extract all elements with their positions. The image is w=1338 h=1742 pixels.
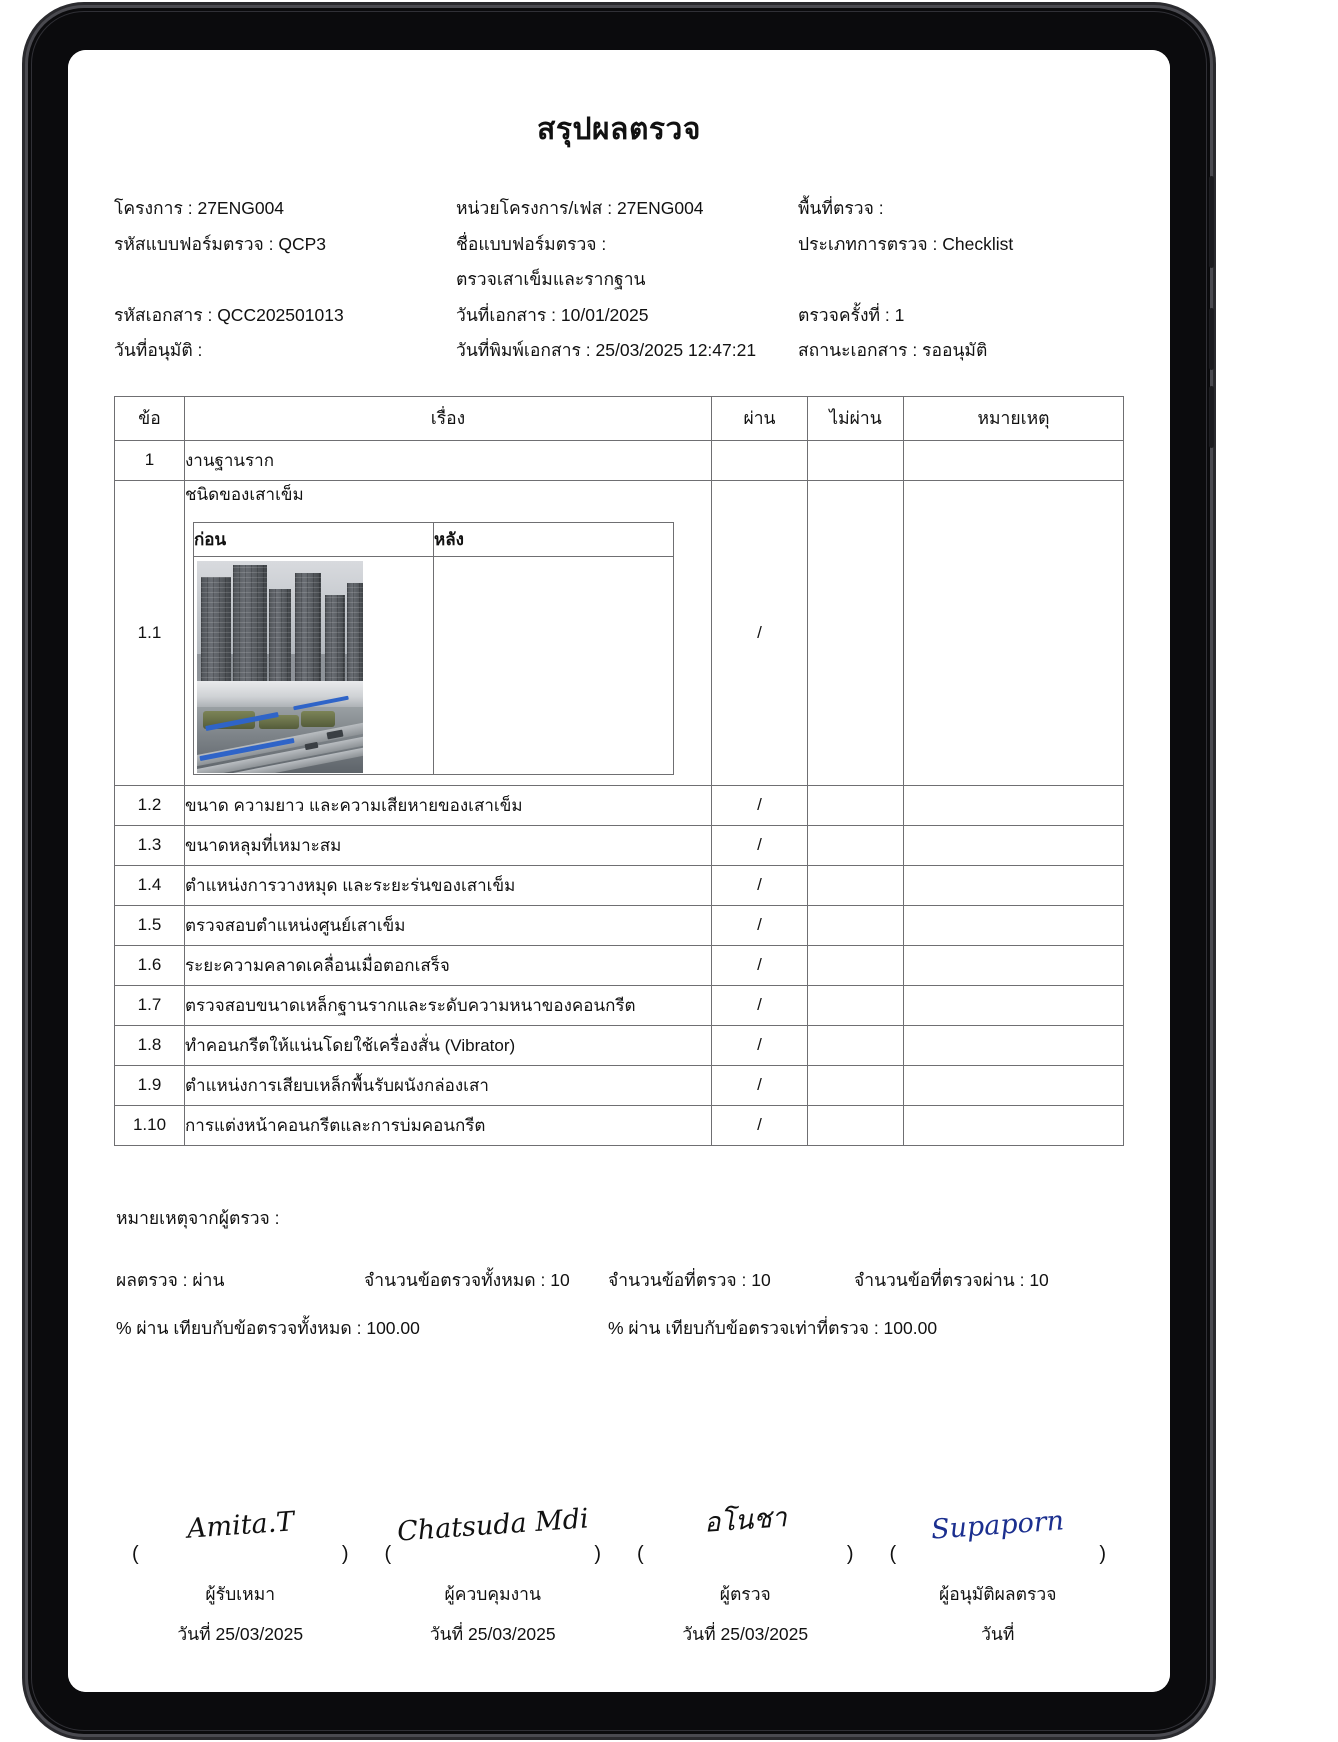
photo-building [325, 595, 345, 683]
row-pass[interactable]: / [712, 785, 808, 825]
summary-percent-of-total: % ผ่าน เทียบกับข้อตรวจทั้งหมด : 100.00 [116, 1317, 420, 1338]
inspection-report-page [68, 50, 1170, 1692]
table-row-with-photos[interactable] [115, 480, 1124, 785]
row-note[interactable] [904, 905, 1124, 945]
summary-passed-items: จำนวนข้อที่ตรวจผ่าน : 10 [854, 1269, 1049, 1290]
row-no: 1.10 [115, 1105, 185, 1145]
signature-date: วันที่ 25/03/2025 [682, 1624, 809, 1644]
summary-percent-row [116, 1314, 1124, 1342]
device-screen [68, 50, 1170, 1692]
row-no: 1.6 [115, 945, 185, 985]
signature-column-supervisor [367, 1469, 620, 1648]
row-pass[interactable]: / [712, 480, 808, 785]
meta-spacer-right [798, 271, 1124, 289]
row-topic: ขนาดหลุมที่เหมาะสม [185, 825, 712, 865]
row-fail[interactable] [808, 785, 904, 825]
photo-cell-after[interactable] [434, 556, 674, 774]
checklist-table [114, 396, 1124, 1146]
row-note[interactable] [904, 1105, 1124, 1145]
row-note[interactable] [904, 1025, 1124, 1065]
row-pass[interactable]: / [712, 905, 808, 945]
row-no: 1.3 [115, 825, 185, 865]
row-topic: ระยะความคลาดเคลื่อนเมื่อตอกเสร็จ [185, 945, 712, 985]
row-note[interactable] [904, 825, 1124, 865]
signature-date: วันที่ 25/03/2025 [177, 1624, 304, 1644]
row-no: 1.2 [115, 785, 185, 825]
row-pass[interactable]: / [712, 1065, 808, 1105]
photo-header-before: ก่อน [194, 522, 434, 556]
photo-vegetation [301, 711, 335, 727]
row-no: 1 [115, 440, 185, 480]
open-paren: ( [637, 1543, 644, 1565]
table-row[interactable] [115, 945, 1124, 985]
row-fail[interactable] [808, 945, 904, 985]
signature-column-contractor [114, 1469, 367, 1648]
photo-content-row [194, 556, 674, 774]
meta-form-code: รหัสแบบฟอร์มตรวจ : QCP3 [114, 233, 327, 254]
row-no: 1.7 [115, 985, 185, 1025]
row-no: 1.9 [115, 1065, 185, 1105]
signature-role: ผู้อนุมัติผลตรวจ [939, 1584, 1057, 1604]
row-note[interactable] [904, 985, 1124, 1025]
row-pass[interactable]: / [712, 825, 808, 865]
volume-down-button[interactable] [1209, 386, 1214, 448]
signature-text: Amita.T [185, 1506, 295, 1545]
row-no: 1.1 [115, 480, 185, 785]
summary-inspected-items: จำนวนข้อที่ตรวจ : 10 [608, 1269, 771, 1290]
table-row[interactable] [115, 985, 1124, 1025]
row-pass[interactable]: / [712, 945, 808, 985]
row-note[interactable] [904, 785, 1124, 825]
row-note[interactable] [904, 865, 1124, 905]
signature-name-parens [114, 1543, 367, 1566]
column-header-fail: ไม่ผ่าน [808, 396, 904, 440]
table-header-row [115, 396, 1124, 440]
meta-project: โครงการ : 27ENG004 [114, 198, 285, 218]
site-photo-image[interactable] [197, 561, 363, 773]
table-row[interactable] [115, 825, 1124, 865]
row-note[interactable] [904, 945, 1124, 985]
table-row[interactable] [115, 1065, 1124, 1105]
close-paren: ) [341, 1543, 349, 1565]
table-row[interactable] [115, 1105, 1124, 1145]
tablet-device-frame [28, 8, 1210, 1734]
row-pass[interactable]: / [712, 1105, 808, 1145]
signature-date: วันที่ [981, 1624, 1015, 1644]
photo-cell-before[interactable] [194, 556, 434, 774]
meta-inspect-round: ตรวจครั้งที่ : 1 [798, 304, 905, 325]
row-fail[interactable] [808, 825, 904, 865]
row-topic-with-photos [185, 480, 712, 785]
row-fail[interactable] [808, 865, 904, 905]
open-paren: ( [889, 1543, 897, 1565]
summary-result: ผลตรวจ : ผ่าน [116, 1269, 225, 1290]
close-paren: ) [846, 1543, 854, 1565]
row-topic: ทำคอนกรีตให้แน่นโดยใช้เครื่องสั่น (Vibrator) [185, 1025, 712, 1065]
summary-percent-of-inspected: % ผ่าน เทียบกับข้อตรวจเท่าที่ตรวจ : 100.00 [608, 1317, 938, 1338]
column-header-no: ข้อ [115, 396, 185, 440]
column-header-topic: เรื่อง [185, 396, 712, 440]
meta-doc-status: สถานะเอกสาร : รออนุมัติ [798, 340, 988, 360]
photo-building [269, 589, 291, 683]
row-topic-label: ชนิดของเสาเข็ม [185, 484, 304, 504]
meta-doc-code: รหัสเอกสาร : QCC202501013 [114, 304, 344, 325]
row-no: 1.5 [115, 905, 185, 945]
row-topic: ตำแหน่งการเสียบเหล็กพื้นรับผนังกล่องเสา [185, 1065, 712, 1105]
signature-text: อโนชา [702, 1502, 788, 1539]
photo-header-after: หลัง [434, 522, 674, 556]
row-topic: การแต่งหน้าคอนกรีตและการบ่มคอนกรีต [185, 1105, 712, 1145]
row-note[interactable] [904, 440, 1124, 480]
document-meta-header [114, 200, 1124, 378]
meta-form-name-label: ชื่อแบบฟอร์มตรวจ : [456, 233, 607, 254]
signature-date: วันที่ 25/03/2025 [429, 1624, 556, 1644]
row-fail[interactable] [808, 1065, 904, 1105]
meta-doc-date: วันที่เอกสาร : 10/01/2025 [456, 304, 649, 325]
row-topic: งานฐานราก [185, 440, 712, 480]
table-row[interactable] [115, 865, 1124, 905]
meta-inspect-area: พื้นที่ตรวจ : [798, 198, 884, 218]
row-fail[interactable] [808, 1105, 904, 1145]
volume-up-button[interactable] [1209, 308, 1214, 370]
row-pass[interactable] [712, 440, 808, 480]
meta-approve-date: วันที่อนุมัติ : [114, 340, 203, 360]
row-fail[interactable] [808, 1025, 904, 1065]
summary-counts-row [116, 1266, 1124, 1294]
table-row[interactable] [115, 785, 1124, 825]
meta-inspect-type: ประเภทการตรวจ : Checklist [798, 233, 1014, 254]
row-no: 1.4 [115, 865, 185, 905]
signature-mark-inspector [619, 1469, 872, 1543]
photo-building [201, 577, 231, 683]
column-header-pass: ผ่าน [712, 396, 808, 440]
photo-building [295, 573, 321, 683]
signature-text: Chatsuda Mdi [396, 1503, 590, 1548]
signature-mark-approver [872, 1469, 1125, 1546]
meta-print-date: วันที่พิมพ์เอกสาร : 25/03/2025 12:47:21 [456, 340, 757, 360]
row-fail[interactable] [808, 480, 904, 785]
table-row[interactable] [115, 1025, 1124, 1065]
summary-total-items: จำนวนข้อตรวจทั้งหมด : 10 [364, 1269, 570, 1290]
table-row[interactable] [115, 440, 1124, 480]
signature-mark-supervisor [367, 1469, 620, 1548]
row-pass[interactable]: / [712, 1025, 808, 1065]
meta-form-name-value: ตรวจเสาเข็มและรากฐาน [456, 269, 646, 289]
signature-text: Supaporn [930, 1505, 1066, 1546]
row-pass[interactable]: / [712, 985, 808, 1025]
row-note[interactable] [904, 480, 1124, 785]
photo-header-row [194, 522, 674, 556]
signature-column-approver [872, 1469, 1125, 1648]
inspector-note-label: หมายเหตุจากผู้ตรวจ : [116, 1207, 280, 1228]
row-topic: ตำแหน่งการวางหมุด และระยะร่นของเสาเข็ม [185, 865, 712, 905]
close-paren: ) [594, 1543, 601, 1565]
signature-role: ผู้รับเหมา [205, 1584, 276, 1604]
row-topic: ตรวจสอบขนาดเหล็กฐานรากและระดับความหนาของคอนกรีต [185, 985, 712, 1025]
close-paren: ) [1099, 1543, 1106, 1565]
signature-mark-contractor [114, 1469, 367, 1543]
signature-name-parens [619, 1543, 872, 1566]
signature-role: ผู้ควบคุมงาน [444, 1584, 541, 1604]
signature-name-parens [872, 1543, 1125, 1566]
row-topic: ตรวจสอบตำแหน่งศูนย์เสาเข็ม [185, 905, 712, 945]
signature-column-inspector [619, 1469, 872, 1648]
row-fail[interactable] [808, 440, 904, 480]
row-note[interactable] [904, 1065, 1124, 1105]
meta-spacer-left [114, 271, 456, 289]
photo-building [347, 583, 363, 683]
row-fail[interactable] [808, 905, 904, 945]
row-fail[interactable] [808, 985, 904, 1025]
page-title: สรุปผลตรวจ [537, 113, 701, 146]
meta-unit-phase: หน่วยโครงการ/เฟส : 27ENG004 [456, 198, 704, 218]
power-button[interactable] [1209, 176, 1214, 268]
before-after-photo-table [193, 522, 674, 775]
signature-role: ผู้ตรวจ [719, 1584, 771, 1604]
open-paren: ( [384, 1543, 392, 1565]
table-row[interactable] [115, 905, 1124, 945]
row-topic: ขนาด ความยาว และความเสียหายของเสาเข็ม [185, 785, 712, 825]
column-header-note: หมายเหตุ [904, 396, 1124, 440]
photo-building [233, 565, 267, 683]
open-paren: ( [132, 1543, 139, 1565]
row-pass[interactable]: / [712, 865, 808, 905]
row-no: 1.8 [115, 1025, 185, 1065]
photo-midrise-band [197, 681, 363, 707]
signature-block [114, 1469, 1124, 1648]
